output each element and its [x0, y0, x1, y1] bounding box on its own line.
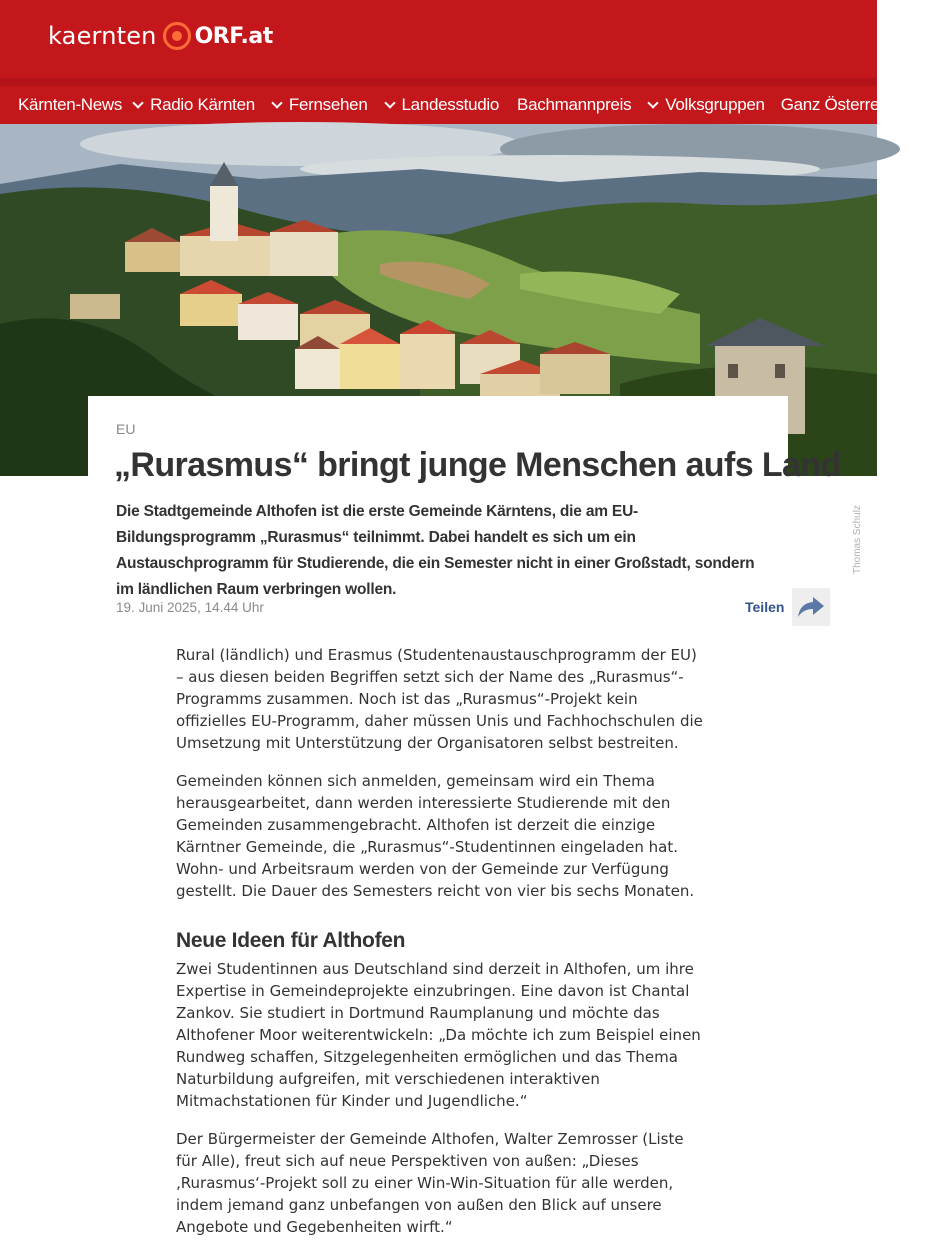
orf-logo-icon: [163, 22, 191, 50]
site-header: [0, 0, 877, 78]
share-label: Teilen: [745, 599, 785, 615]
logo-region-text: kaernten: [48, 22, 157, 50]
nav-item-label: Bachmannpreis: [517, 95, 632, 114]
nav-item-radio-kaernten[interactable]: [134, 95, 255, 115]
article-paragraph: Rural (ländlich) und Erasmus (Studentenaustauschprogramm der EU) – aus diesen beiden Begriffen setzt sich der Name des „Rurasmus“-Programms zusammen. Noch ist das „Rurasmus“-Projekt kein offizielles EU-Programm, daher müssen Unis und Fachhochschulen die Umsetzung mit Unterstützung der Organisatoren selbst bestreiten.: [176, 646, 703, 752]
article-paragraph: Zwei Studentinnen aus Deutschland sind derzeit in Althofen, um ihre Expertise in Gemeindeprojekte einzubringen. Eine davon ist Chantal Zankov. Sie studiert in Dortmund Raumplanung und möchte das Althofener Moor weiterentwickeln: „Da möchte ich zum Beispiel einen Rundweg schaffen, Sitzgelegenheiten ermöglichen und das Thema Naturbildung aufgreifen, mit verschiedenen interaktiven Mitmachstationen für Kinder und Jugendliche.“: [176, 960, 701, 1110]
article-title: „Rurasmus“ bringt junge Menschen aufs Land: [114, 446, 841, 484]
chevron-down-icon: [384, 97, 395, 108]
nav-item-label: Kärnten-News: [18, 95, 123, 114]
photo-credit: Thomas Schulz: [852, 505, 863, 574]
nav-item-label: Fernsehen: [288, 95, 368, 114]
logo-brand-text: ORF.at: [194, 23, 273, 49]
article-subheading: Neue Ideen für Althofen: [176, 929, 406, 952]
nav-item-ganz-oesterreich[interactable]: [781, 95, 900, 115]
nav-item-landesstudio[interactable]: [386, 95, 500, 115]
share-arrow-icon[interactable]: [792, 588, 830, 626]
nav-item-volksgruppen[interactable]: [649, 95, 764, 115]
nav-item-fernsehen[interactable]: [273, 95, 368, 115]
nav-item-label: Volksgruppen: [665, 95, 765, 114]
chevron-down-icon: [648, 97, 659, 108]
article-category[interactable]: EU: [116, 421, 136, 437]
article-paragraph: Gemeinden können sich anmelden, gemeinsam wird ein Thema herausgearbeitet, dann werden interessierte Studierende mit den Gemeinden zusammengebracht. Althofen ist derzeit die einzige Kärntner Gemeinde, die „Rurasmus“-Studentinnen eingeladen hat. Wohn- und Arbeitsraum werden von der Gemeinde zur Verfügung gestellt. Die Dauer des Semesters reicht von vier bis sechs Monaten.: [176, 772, 695, 900]
article-paragraph: Der Bürgermeister der Gemeinde Althofen, Walter Zemrosser (Liste für Alle), freut sich auf neue Perspektiven von außen: „Dieses ‚Rurasmus‘-Projekt soll zu einer Win-Win-Situation für alle werden, indem jemand ganz unbefangen von außen den Blick auf unsere Angebote und Gegebenheiten wirft.“: [176, 1130, 684, 1236]
article-date: 19. Juni 2025, 14.44 Uhr: [116, 600, 264, 615]
chevron-down-icon: [271, 97, 282, 108]
article-body: [176, 644, 706, 1254]
main-nav: [0, 78, 900, 124]
nav-item-kaernten-news[interactable]: [18, 95, 122, 115]
nav-item-label: Ganz Österreich: [780, 95, 900, 114]
nav-item-label: Landesstudio: [401, 95, 500, 114]
nav-item-label: Radio Kärnten: [150, 95, 255, 114]
nav-item-bachmannpreis[interactable]: [517, 95, 631, 115]
share-button[interactable]: [745, 588, 830, 626]
article-lead: Die Stadtgemeinde Althofen ist die erste Gemeinde Kärntens, die am EU-Bildungsprogramm „Rurasmus“ teilnimmt. Dabei handelt es sich um ein Austauschprogramm für Studierende, die ein Semester nicht in einer Großstadt, sondern im ländlichen Raum verbringen wollen.: [116, 503, 755, 598]
chevron-down-icon: [132, 97, 143, 108]
site-logo[interactable]: [48, 18, 273, 54]
